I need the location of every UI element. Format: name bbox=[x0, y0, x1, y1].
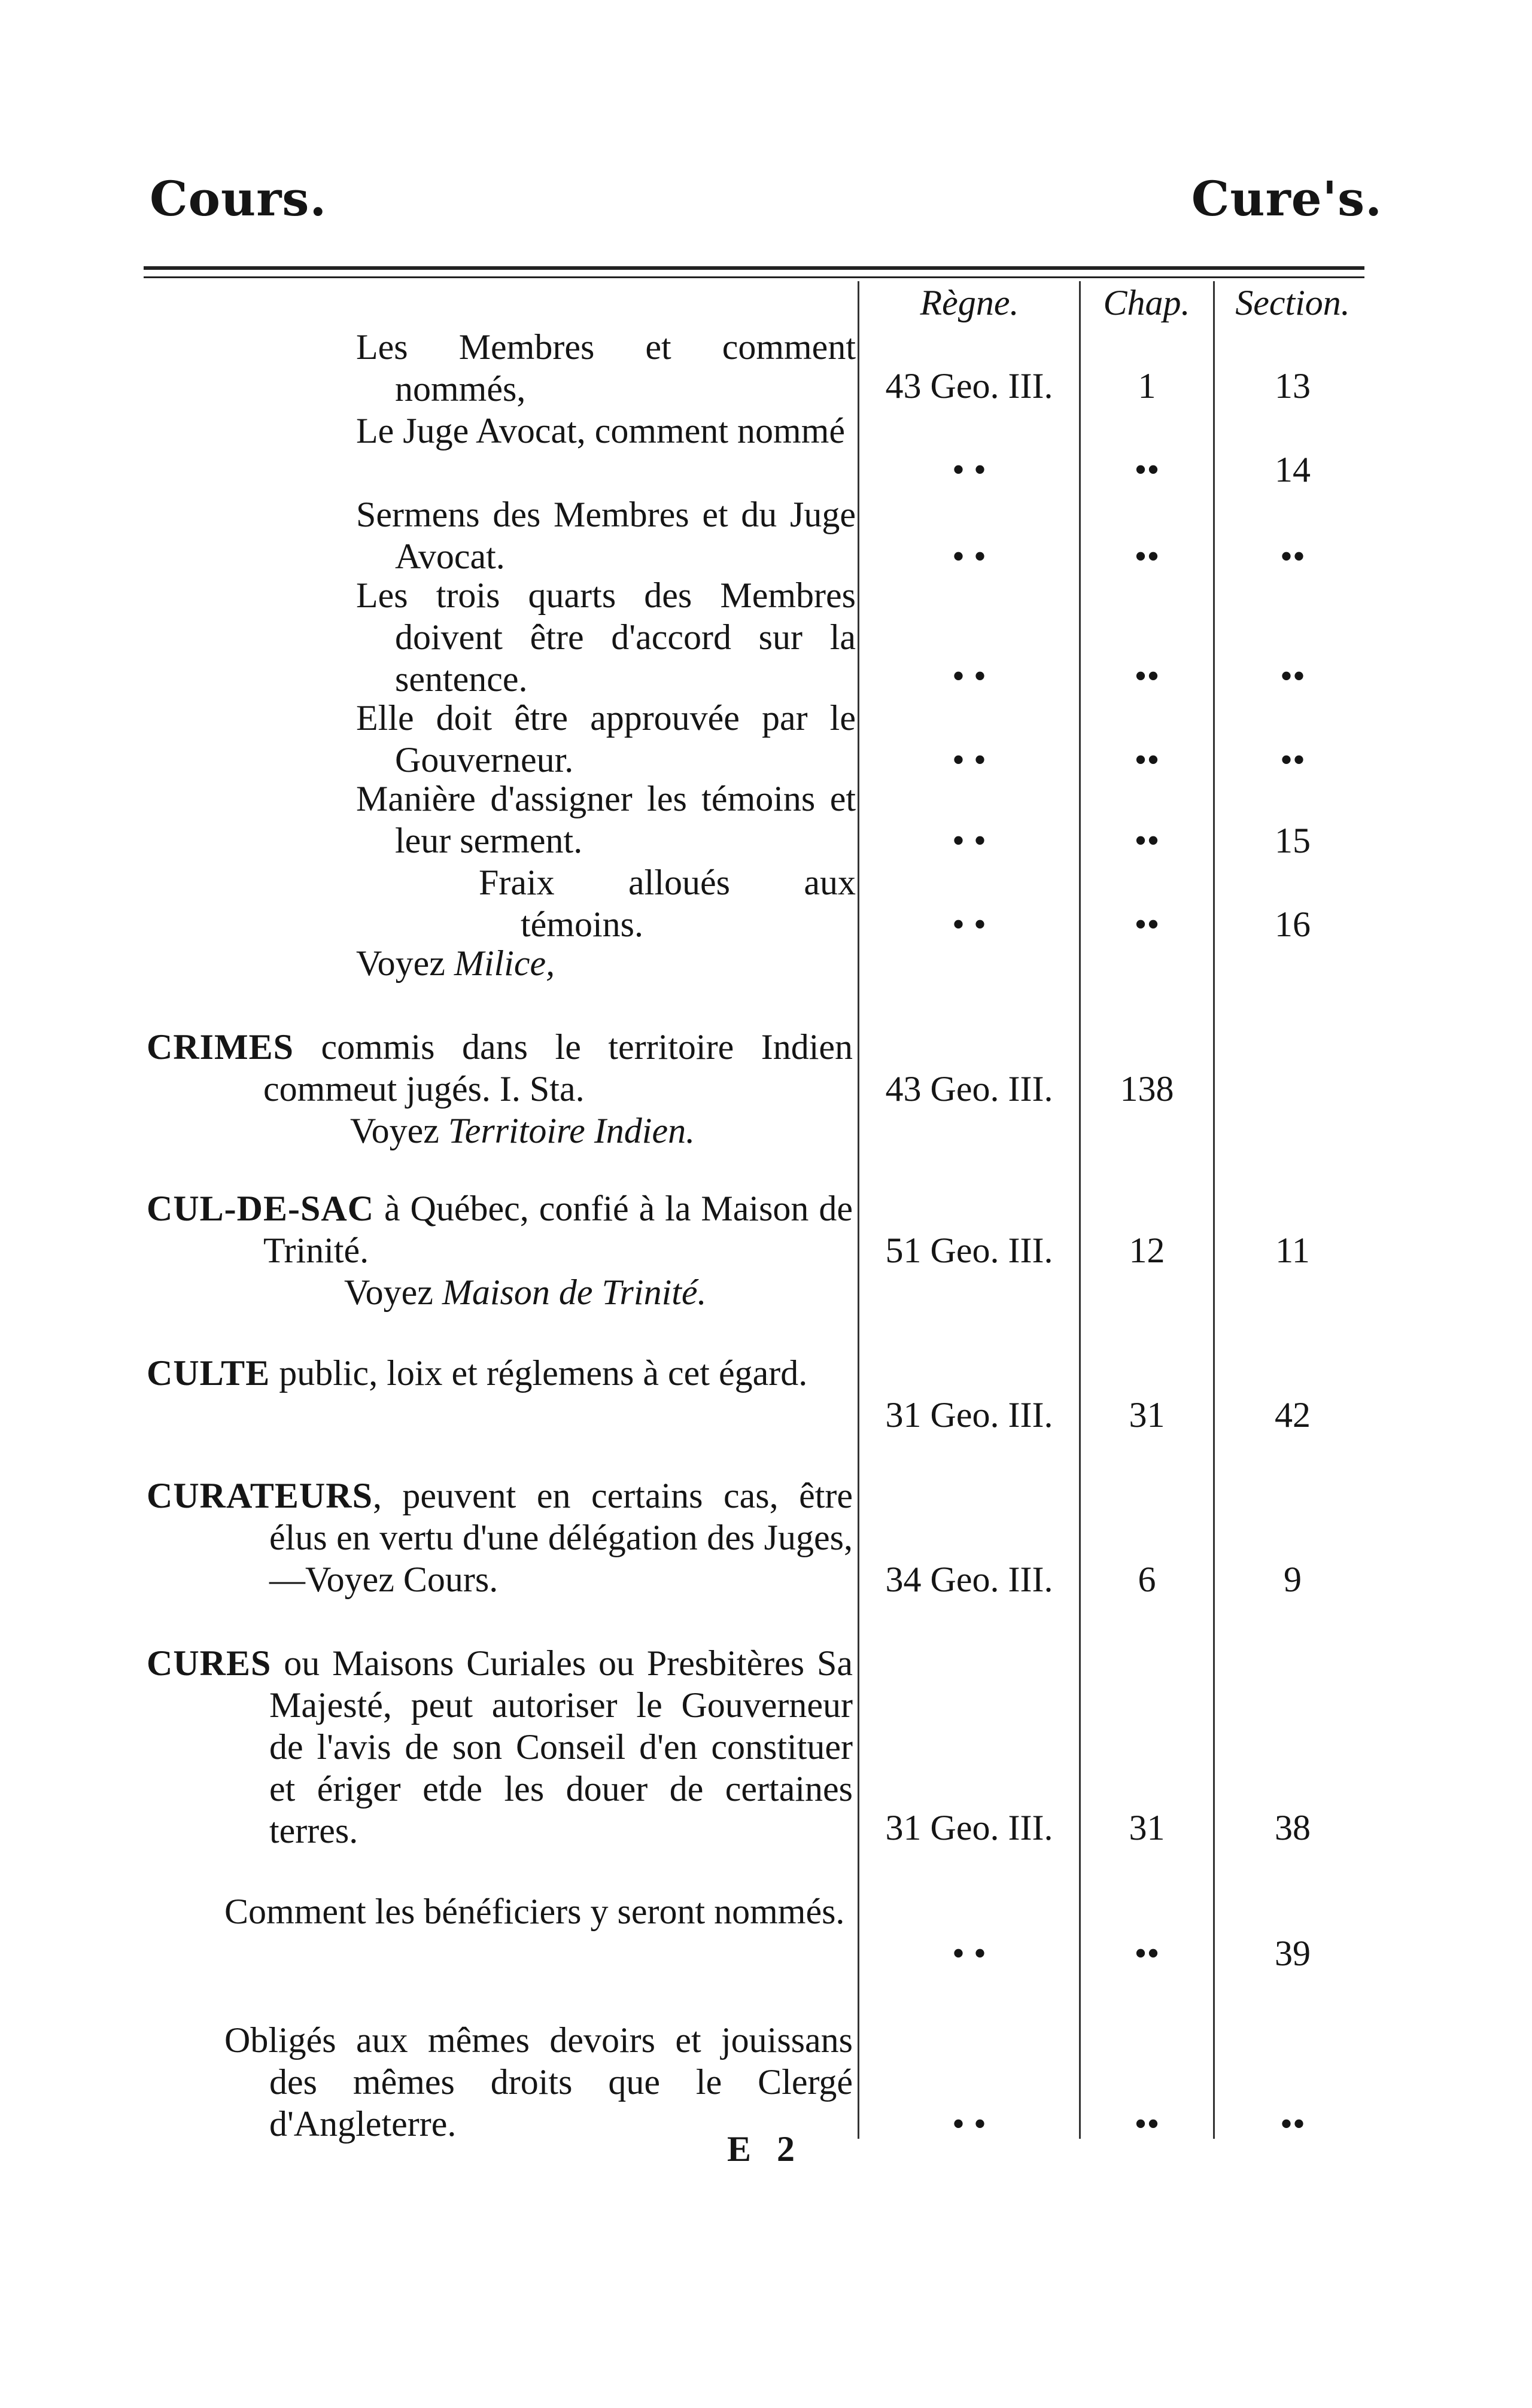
column-header-chap: Chap. bbox=[1103, 283, 1190, 322]
entry-chap: •• bbox=[1134, 905, 1160, 944]
entry-section: 14 bbox=[1275, 450, 1311, 489]
entry-text: Manière d'assigner les témoins et leur serment. bbox=[356, 779, 856, 860]
entry-text: Les Membres et comment nommés, bbox=[356, 327, 856, 409]
entry-regne: 43 Geo. III. bbox=[885, 366, 1053, 406]
entry-text: Sermens des Membres et du Juge Avocat. bbox=[356, 495, 856, 576]
entry-regne: 31 Geo. III. bbox=[885, 1808, 1053, 1847]
entry-text: CRIMES commis dans le territoire Indien commeut jugés. I. Sta. bbox=[147, 1027, 853, 1109]
see-label: Voyez bbox=[350, 1111, 439, 1150]
cross-reference bbox=[344, 1271, 707, 1313]
entry-chap: 31 bbox=[1129, 1808, 1165, 1847]
see-label: Voyez bbox=[356, 943, 445, 983]
entry-text: Obligés aux mêmes devoirs et jouissans des mêmes droits que le Clergé d'Angleterre. bbox=[224, 2020, 853, 2144]
entry-text: CUL-DE-SAC à Québec, confié à la Maison de Trinité. bbox=[147, 1189, 853, 1270]
see-target: Milice, bbox=[454, 943, 555, 983]
entry-section: 42 bbox=[1275, 1395, 1311, 1435]
entry-chap: •• bbox=[1134, 450, 1160, 489]
column-header-section: Section. bbox=[1235, 283, 1350, 322]
entry-chap: 138 bbox=[1120, 1069, 1174, 1109]
entry-regne: • • bbox=[952, 821, 986, 860]
header-rule bbox=[144, 266, 1364, 270]
entry-text: CURES ou Maisons Curiales ou Presbitères Sa Majesté, peut autoriser le Gouverneur de l'avis de son Conseil d'en constituer et ériger etde les douer de certaines terres. bbox=[147, 1643, 853, 1850]
entry-section: •• bbox=[1279, 537, 1305, 576]
entry-section: 15 bbox=[1275, 821, 1311, 860]
entry-regne: • • bbox=[952, 1934, 986, 1973]
see-label: Voyez bbox=[344, 1273, 433, 1312]
entry-chap: •• bbox=[1134, 2104, 1160, 2144]
signature-mark: E 2 bbox=[727, 2129, 804, 2169]
entry-chap: •• bbox=[1134, 740, 1160, 780]
entry-chap: •• bbox=[1134, 1934, 1160, 1973]
entry-chap: •• bbox=[1134, 537, 1160, 576]
entry-section: 39 bbox=[1275, 1934, 1311, 1973]
entry-text: Comment les bénéficiers y seront nommés. bbox=[224, 1892, 845, 1931]
entry-text: Le Juge Avocat, comment nommé bbox=[356, 411, 846, 450]
entry-section: •• bbox=[1279, 2104, 1305, 2144]
entry-text: Les trois quarts des Membres doivent être d'accord sur la sentence. bbox=[356, 576, 856, 699]
column-header-regne: Règne. bbox=[920, 283, 1019, 322]
header-rule-thin bbox=[144, 276, 1364, 278]
running-head-left: Cours. bbox=[150, 171, 327, 227]
entry-chap: 6 bbox=[1138, 1560, 1156, 1599]
entry-regne: • • bbox=[952, 537, 986, 576]
entry-chap: 12 bbox=[1129, 1231, 1165, 1270]
running-head-right: Cure's. bbox=[1191, 171, 1382, 227]
entry-text: CURATEURS, peuvent en certains cas, être élus en vertu d'une délégation des Juges,—Voyez Cours. bbox=[147, 1476, 853, 1599]
entry-chap: 1 bbox=[1138, 366, 1156, 406]
entry-section: 38 bbox=[1275, 1808, 1311, 1847]
entry-regne: 34 Geo. III. bbox=[885, 1560, 1053, 1599]
entry-chap: 31 bbox=[1129, 1395, 1165, 1435]
entry-regne: • • bbox=[952, 656, 986, 696]
entry-section: 13 bbox=[1275, 366, 1311, 406]
entry-regne: 31 Geo. III. bbox=[885, 1395, 1053, 1435]
entry-text: Fraix alloués aux témoins. bbox=[479, 863, 856, 944]
entry-regne: • • bbox=[952, 2104, 986, 2144]
entry-section: 9 bbox=[1284, 1560, 1302, 1599]
entry-regne: • • bbox=[952, 905, 986, 944]
entry-chap: •• bbox=[1134, 821, 1160, 860]
entry-regne: • • bbox=[952, 740, 986, 780]
entry-section: •• bbox=[1279, 656, 1305, 696]
entry-text: Elle doit être approuvée par le Gouverneur. bbox=[356, 698, 856, 780]
entry-regne: • • bbox=[952, 450, 986, 489]
entry-regne: 51 Geo. III. bbox=[885, 1231, 1053, 1270]
see-target: Territoire Indien. bbox=[448, 1111, 695, 1150]
entry-section: 11 bbox=[1275, 1231, 1310, 1270]
cross-reference bbox=[350, 1110, 695, 1152]
entry-section: 16 bbox=[1275, 905, 1311, 944]
cross-reference bbox=[356, 942, 555, 984]
entry-section: •• bbox=[1279, 740, 1305, 780]
entry-text: CULTE public, loix et réglemens à cet égard. bbox=[147, 1353, 808, 1393]
see-target: Maison de Trinité. bbox=[442, 1273, 707, 1312]
entry-regne: 43 Geo. III. bbox=[885, 1069, 1053, 1109]
entry-chap: •• bbox=[1134, 656, 1160, 696]
